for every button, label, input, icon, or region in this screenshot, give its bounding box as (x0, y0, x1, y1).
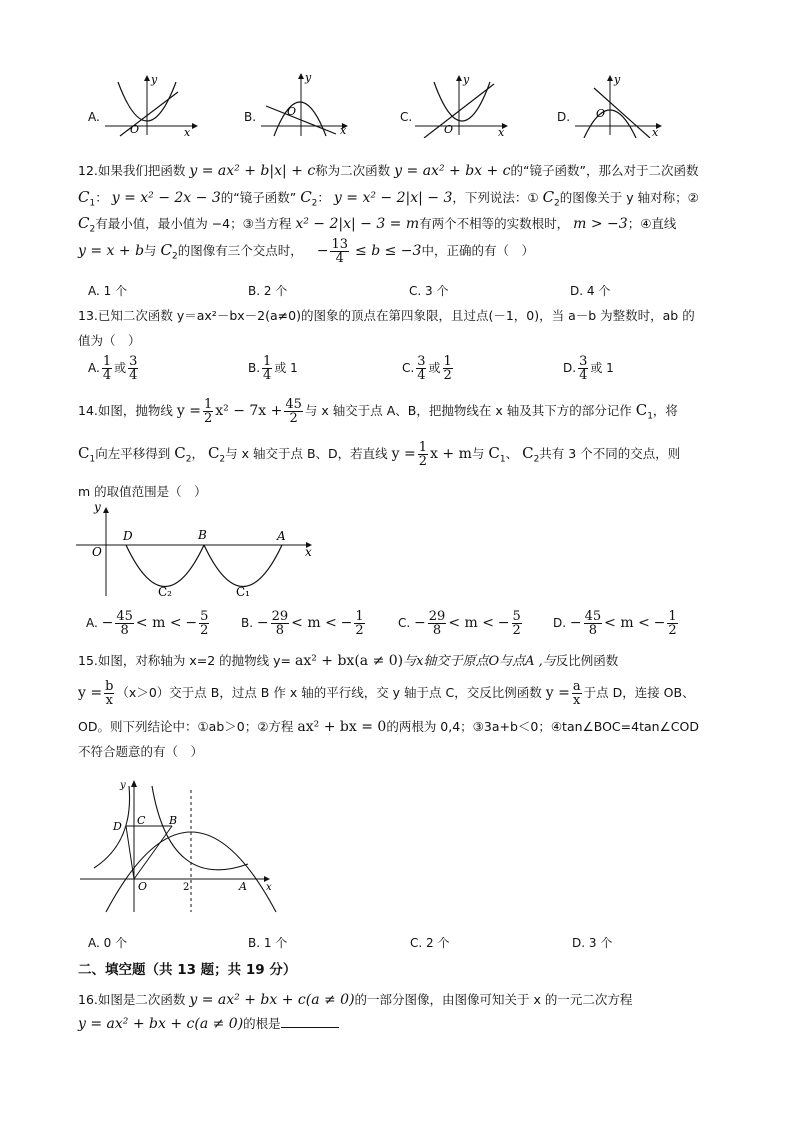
q13-option-a[interactable]: A. $\frac{1}{4}$ 或 $\frac{3}{4}$ (88, 354, 138, 383)
graph-option-d-label: D. (557, 110, 571, 124)
q15-line-3: OD。则下列结论中：①ab＞0；②方程 ax² + bx = 0的两根为 0,4；③3a+b＜0；④tan∠BOC=4tan∠COD (78, 719, 699, 735)
svg-text:O: O (138, 880, 148, 893)
q14-option-c[interactable]: C. − $\frac{29}{8}$ < m < − $\frac{5}{2}$ (398, 609, 521, 638)
svg-text:C₁: C₁ (236, 585, 250, 599)
q12-line-1: 12.如果我们把函数 y = ax² + b|x| + c称为二次函数 y = ax² + bx + c的“镜子函数”，那么对于二次函数 (78, 163, 699, 179)
q12-option-b[interactable]: B. 2 个 (248, 284, 288, 298)
q13-option-c[interactable]: C. $\frac{3}{4}$ 或 $\frac{1}{2}$ (402, 354, 452, 383)
q15-line-1: 15.如图，对称轴为 x=2 的抛物线 y= ax² + bx(a ≠ 0)与x轴交于原点O与点A ,与反比例函数 (78, 653, 619, 669)
q12-option-c[interactable]: C. 3 个 (409, 284, 449, 298)
q15-line-2: y = $\frac{b}{x}$ （x＞0）交于点 B，过点 B 作 x 轴的平行线，交 y 轴于点 C，交反比例函数 y = $\frac{a}{x}$ 于点 D，连接 OB、 (78, 679, 695, 708)
q14-option-d[interactable]: D. − $\frac{45}{8}$ < m < − $\frac{1}{2}$ (553, 609, 677, 638)
q15-option-b[interactable]: B. 1 个 (248, 936, 288, 950)
svg-text:O: O (287, 105, 297, 118)
q15-option-d[interactable]: D. 3 个 (572, 936, 613, 950)
graph-option-c-label: C. (400, 110, 413, 124)
svg-text:D: D (123, 529, 133, 543)
q14-line-1: 14.如图，抛物线 y = $\frac{1}{2}$ x² − 7x + $\frac{45}{2}$ 与 x 轴交于点 A、B，把抛物线在 x 轴及其下方的部分记作 $C_1$，将 (78, 397, 678, 426)
graph-b (256, 70, 356, 138)
svg-text:D: D (113, 820, 122, 833)
q13-line-1: 13.已知二次函数 y＝ax²－bx－2(a≠0)的图象的顶点在第四象限，且过点(－1，0)，当 a－b 为整数时，ab 的 (78, 308, 695, 323)
graph-c (410, 72, 510, 138)
graph-d (570, 72, 670, 138)
graph-option-b-label: B. (244, 110, 257, 124)
svg-text:y: y (151, 73, 158, 86)
svg-text:y: y (463, 73, 470, 86)
q14-line-3: m 的取值范围是（ ） (78, 484, 207, 499)
svg-text:O: O (444, 123, 454, 136)
svg-text:O: O (596, 107, 606, 120)
svg-text:x: x (652, 126, 659, 138)
q13-option-d[interactable]: D. $\frac{3}{4}$ 或 1 (563, 354, 614, 383)
svg-text:C: C (137, 814, 146, 827)
q15-option-c[interactable]: C. 2 个 (410, 936, 450, 950)
graph-a (100, 72, 200, 138)
section-2-title: 二、填空题（共 13 题；共 19 分） (78, 962, 297, 978)
q13-line-2: 值为（ ） (78, 333, 141, 348)
svg-text:y: y (614, 73, 621, 86)
q16-line-1: 16.如图是二次函数 y = ax² + bx + c(a ≠ 0)的一部分图像，由图像可知关于 x 的一元二次方程 (78, 992, 633, 1008)
q12-option-d[interactable]: D. 4 个 (570, 284, 611, 298)
q12-line-2: $C_1$： y = x² − 2x − 3的“镜子函数” $C_2$： y = x² − 2|x| − 3，下列说法：① $C_2$的图像关于 y 轴对称；② (78, 188, 699, 209)
q13-option-b[interactable]: B. $\frac{1}{4}$ 或 1 (248, 354, 298, 383)
q12-line-3: $C_2$有最小值，最小值为 −4；③当方程 x² − 2|x| − 3 = m有两个不相等的实数根时， m > −3；④直线 (78, 214, 677, 235)
q14-line-2: $C_1$向左平移得到 $C_2$， $C_2$与 x 轴交于点 B、D，若直线 y = $\frac{1}{2}$ x + m与 $C_1$、 $C_2$共有 3 个不同的交点，则 (78, 440, 681, 469)
q15-figure (80, 772, 280, 914)
q15-line-4: 不符合题意的有（ ） (78, 744, 204, 759)
q12-frac: $\frac{13}{4}$ (331, 237, 349, 266)
svg-text:B: B (169, 814, 178, 827)
svg-text:O: O (130, 123, 140, 136)
svg-text:O: O (92, 545, 102, 559)
svg-text:y: y (120, 780, 126, 791)
svg-text:y: y (305, 71, 312, 84)
graph-option-a-label: A. (88, 110, 100, 124)
q16-answer-blank[interactable] (281, 1015, 339, 1028)
svg-text:2: 2 (183, 882, 190, 893)
q12-option-a[interactable]: A. 1 个 (88, 284, 128, 298)
q14-option-b[interactable]: B. − $\frac{29}{8}$ < m < − $\frac{1}{2}$ (241, 609, 364, 638)
q12-line-4: y = x + b与 $C_2$的图像有三个交点时， − $\frac{13}{4}$ ≤ b ≤ −3中，正确的有（ ） (78, 237, 534, 266)
svg-text:x: x (305, 545, 312, 559)
svg-text:x: x (340, 124, 347, 137)
q16-line-2: y = ax² + bx + c(a ≠ 0)的根是 (78, 1014, 339, 1032)
svg-text:A: A (277, 529, 286, 543)
q15-option-a[interactable]: A. 0 个 (88, 936, 128, 950)
svg-text:x: x (184, 126, 191, 138)
svg-text:A: A (239, 880, 247, 893)
q14-option-a[interactable]: A. − $\frac{45}{8}$ < m < − $\frac{5}{2}$ (86, 609, 209, 638)
svg-text:B: B (198, 528, 207, 542)
svg-text:x: x (498, 126, 505, 138)
svg-text:y: y (94, 500, 101, 514)
svg-text:x: x (266, 882, 272, 893)
q14-figure (74, 498, 320, 602)
svg-text:C₂: C₂ (158, 585, 172, 599)
